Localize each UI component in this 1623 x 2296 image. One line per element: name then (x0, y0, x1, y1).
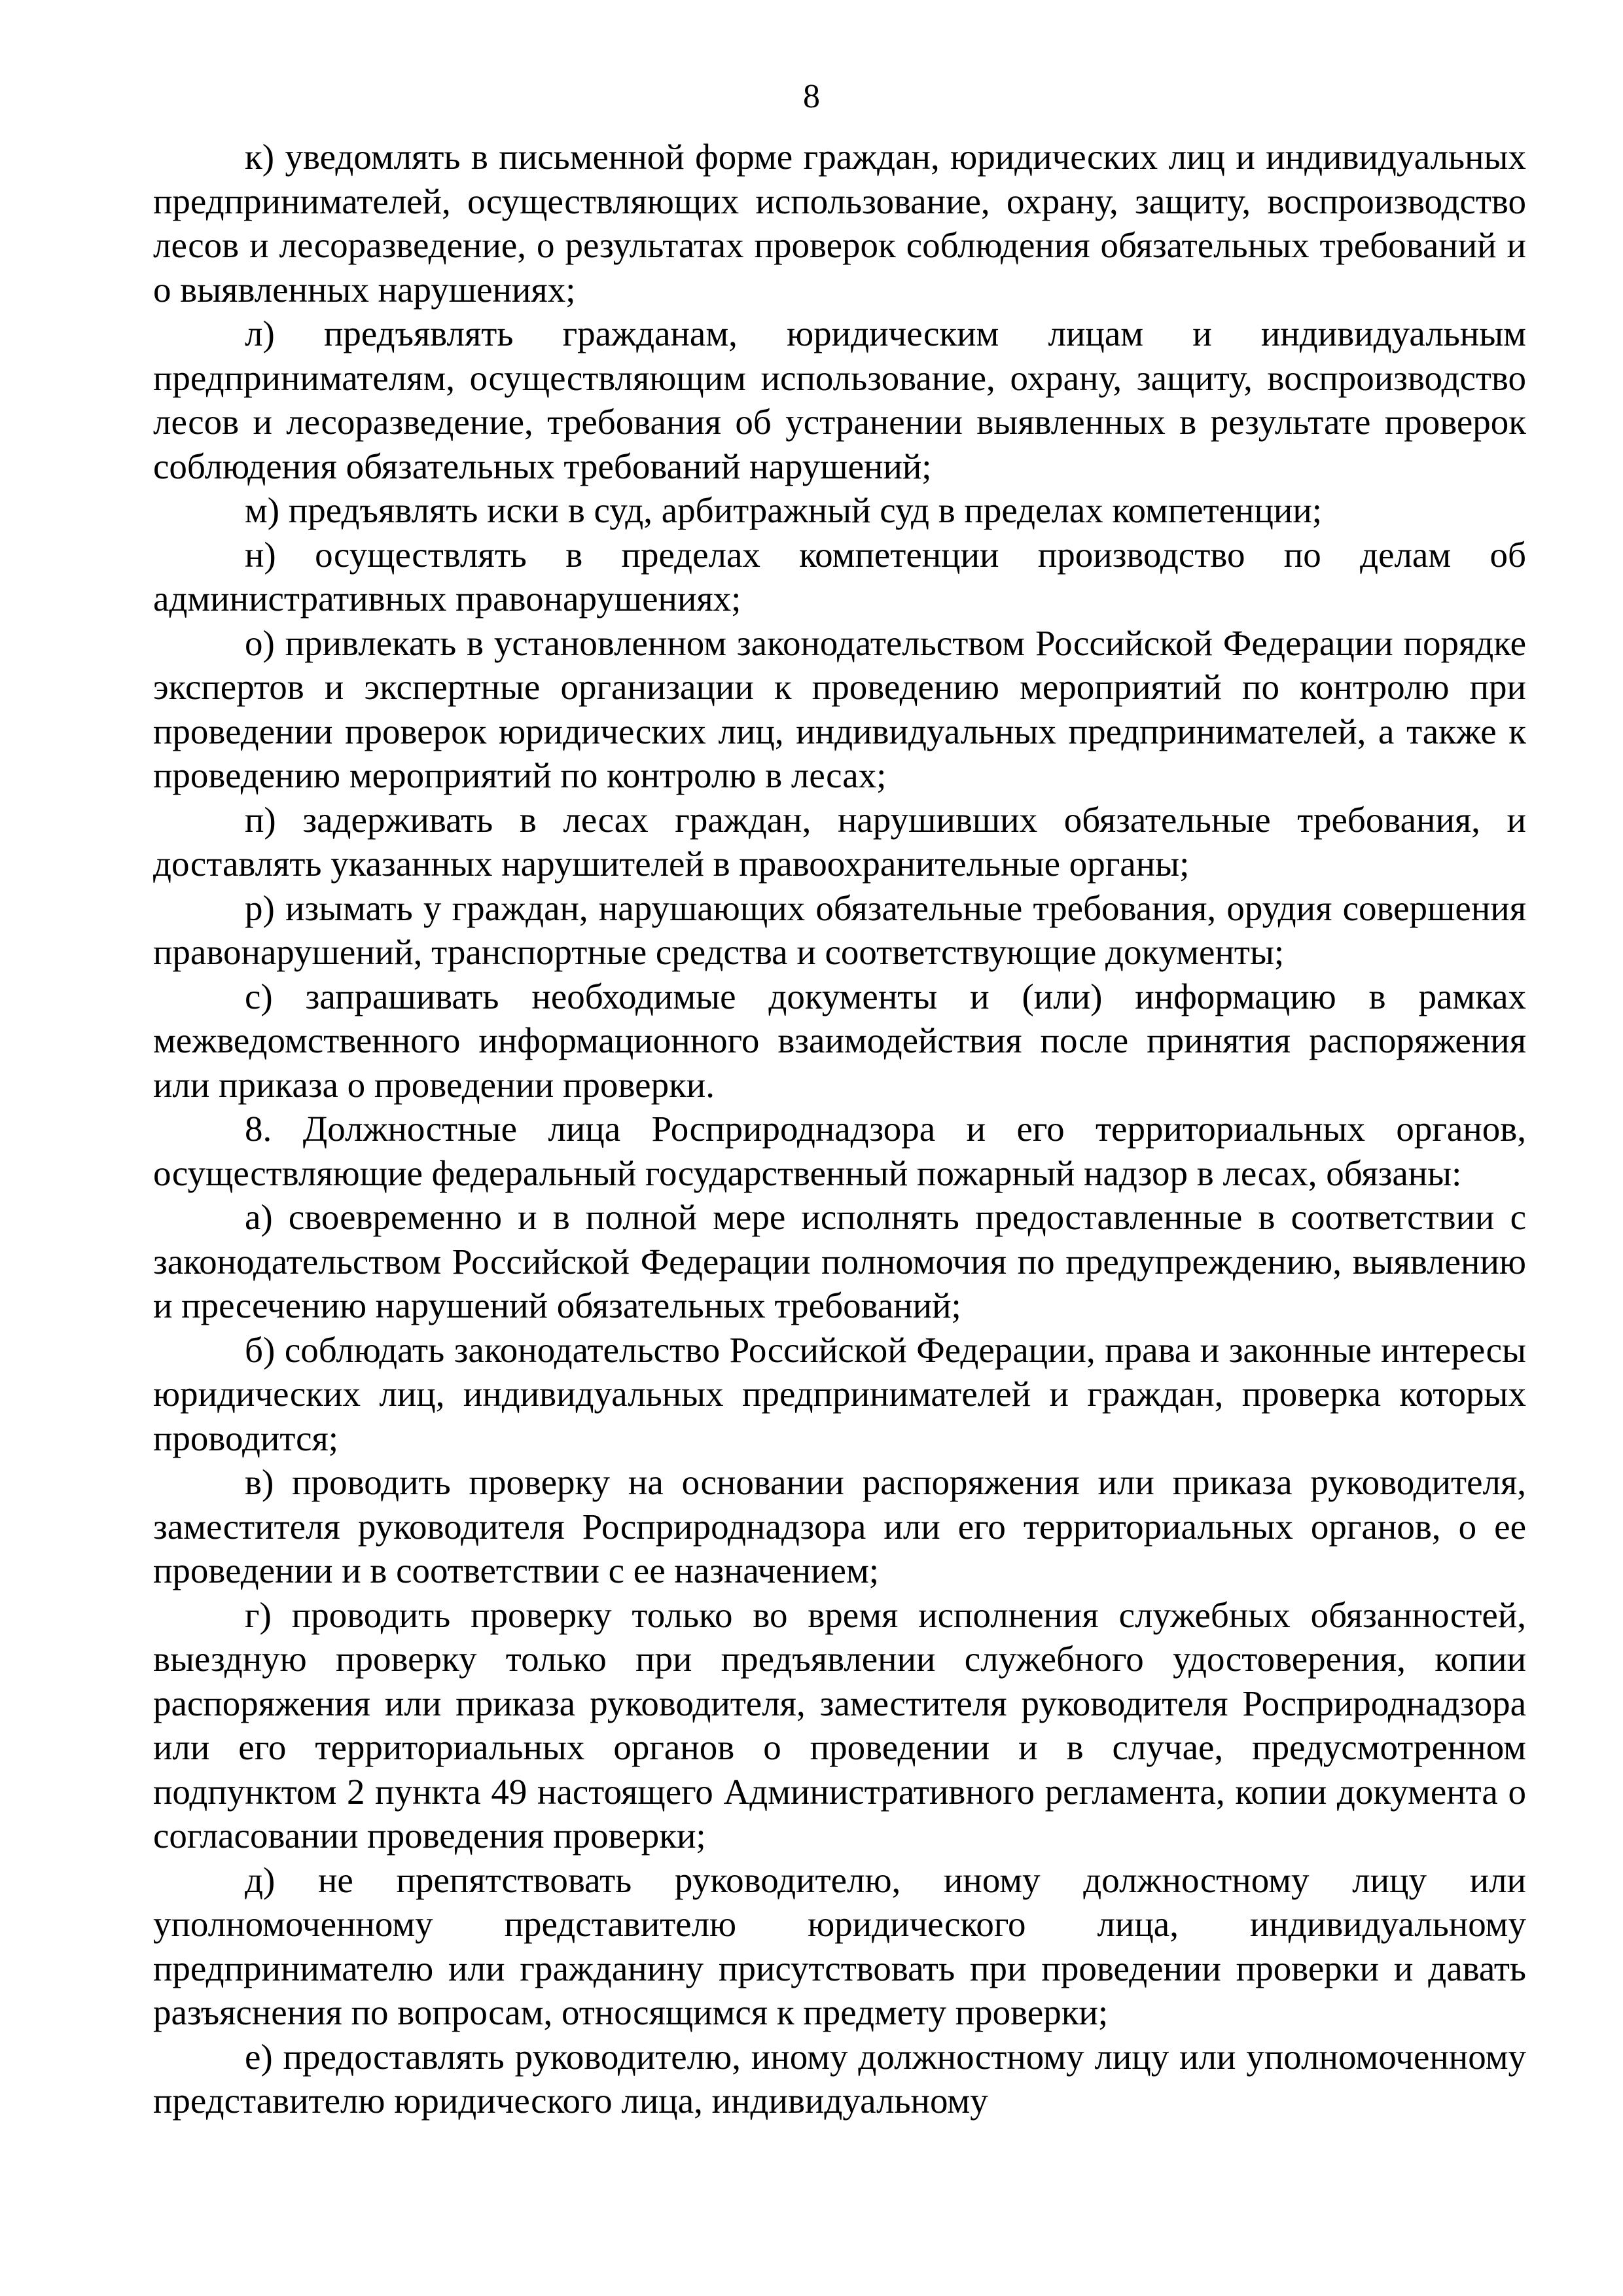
paragraph-8: 8. Должностные лица Росприроднадзора и его территориальных органов, осуществляющие федеральный государственный пожарный надзор в лесах, обязаны: (153, 1109, 1526, 1193)
paragraph-o: о) привлекать в установленном законодательством Российской Федерации порядке экспертов и экспертные организации к проведению мероприятий по контролю при проведении проверок юридических лиц, индивидуальных предпринимателей, а также к проведению мероприятий по контролю в лесах; (153, 622, 1526, 795)
paragraph-g: г) проводить проверку только во время исполнения служебных обязанностей, выездную проверку только при предъявлении служебного удостоверения, копии распоряжения или приказа руководителя, заместителя руководителя Росприроднадзора или его территориальных органов о проведении и в случае, предусмотренном подпунктом 2 пункта 49 настоящего Административного регламента, копии документа о согласовании проведения проверки; (153, 1594, 1526, 1856)
paragraph-s: с) запрашивать необходимые документы и (или) информацию в рамках межведомственного информационного взаимодействия после принятия распоряжения или приказа о проведении проверки. (153, 976, 1526, 1105)
document-body (153, 135, 1526, 2123)
paragraph-e: е) предоставлять руководителю, иному должностному лицу или уполномоченному представителю юридического лица, индивидуальному (153, 2036, 1526, 2121)
page-number: 8 (803, 78, 820, 115)
paragraph-a: а) своевременно и в полной мере исполнять предоставленные в соответствии с законодательством Российской Федерации полномочия по предупреждению, выявлению и пресечению нарушений обязательных требований; (153, 1197, 1526, 1325)
paragraph-d: д) не препятствовать руководителю, иному должностному лицу или уполномоченному представителю юридического лица, индивидуальному предпринимателю или гражданину присутствовать при проведении проверки и давать разъяснения по вопросам, относящимся к предмету проверки; (153, 1859, 1526, 2032)
paragraph-v: в) проводить проверку на основании распоряжения или приказа руководителя, заместителя руководителя Росприроднадзора или его территориальных органов, о ее проведении и в соответствии с ее назначением; (153, 1462, 1526, 1590)
paragraph-k: к) уведомлять в письменной форме граждан, юридических лиц и индивидуальных предпринимателей, осуществляющих использование, охрану, защиту, воспроизводство лесов и лесоразведение, о результатах проверок соблюдения обязательных требований и о выявленных нарушениях; (153, 137, 1526, 310)
paragraph-n: н) осуществлять в пределах компетенции производство по делам об административных правонарушениях; (153, 534, 1526, 619)
paragraph-b: б) соблюдать законодательство Российской Федерации, права и законные интересы юридических лиц, индивидуальных предпринимателей и граждан, проверка которых проводится; (153, 1329, 1526, 1458)
paragraph-r: р) изымать у граждан, нарушающих обязательные требования, орудия совершения правонарушений, транспортные средства и соответствующие документы; (153, 888, 1526, 972)
paragraph-p: п) задерживать в лесах граждан, нарушивших обязательные требования, и доставлять указанных нарушителей в правоохранительные органы; (153, 799, 1526, 884)
paragraph-l: л) предъявлять гражданам, юридическим лицам и индивидуальным предпринимателям, осуществляющим использование, охрану, защиту, воспроизводство лесов и лесоразведение, требования об устранении выявленных в результате проверок соблюдения обязательных требований нарушений; (153, 314, 1526, 486)
paragraph-m: м) предъявлять иски в суд, арбитражный суд в пределах компетенции; (245, 490, 1323, 530)
